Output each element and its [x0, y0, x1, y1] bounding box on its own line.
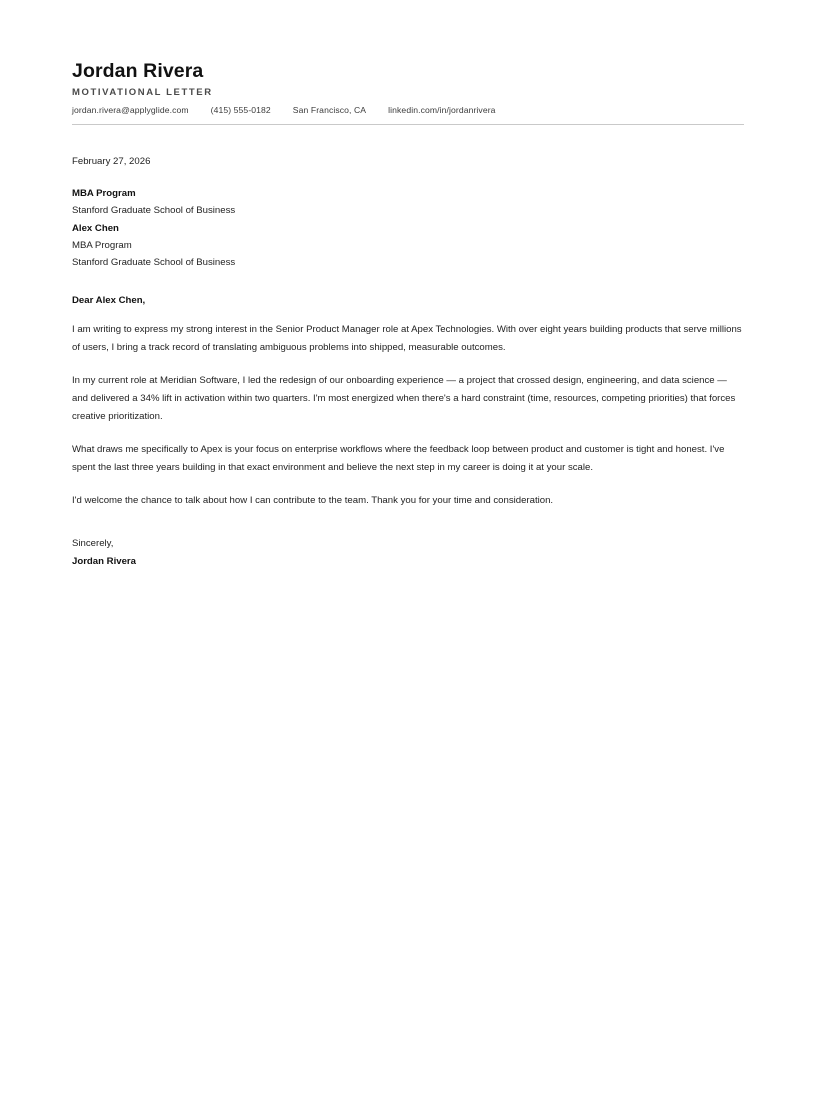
document-kind-label: MOTIVATIONAL LETTER	[72, 87, 213, 99]
contact-phone: (415) 555-0182	[210, 105, 271, 116]
recipient-org-sub-line: Stanford Graduate School of Business	[72, 205, 236, 217]
body-paragraph-2: In my current role at Meridian Software, I led the redesign of our onboarding experience — a project that crossed design, engineering, and data science — and delivered a 34% lift in activation within two quarters. I'm most energized when there's a hard constraint (time, resources, competing priorities) that forces creative prioritization.	[72, 374, 736, 422]
letter-header	[72, 60, 744, 125]
signature-block	[72, 535, 744, 571]
contact-row	[72, 105, 744, 125]
salutation: Dear Alex Chen,	[72, 294, 146, 306]
body-paragraph-1: I am writing to express my strong interest in the Senior Product Manager role at Apex Technologies. With over eight years building products that serve millions of users, I bring a track record of translating ambiguous problems into shipped, measurable outcomes.	[72, 323, 742, 353]
page-title: Jordan Rivera	[72, 60, 204, 82]
signer-name: Jordan Rivera	[72, 556, 136, 568]
body-paragraph-3: What draws me specifically to Apex is your focus on enterprise workflows where the feedback loop between product and customer is tight and honest. I've spent the last three years building in that exact environment and believe the next step in my career is doing it at your scale.	[72, 443, 725, 473]
contact-location: San Francisco, CA	[292, 105, 367, 116]
recipient-org-line: MBA Program	[72, 188, 136, 200]
contact-linkedin[interactable]: linkedin.com/in/jordanrivera	[388, 105, 496, 116]
recipient-contact-title: MBA Program	[72, 239, 132, 251]
recipient-block	[72, 185, 744, 270]
letter-date: February 27, 2026	[72, 156, 151, 168]
contact-email[interactable]: jordan.rivera@applyglide.com	[72, 105, 189, 116]
body-paragraph-4: I'd welcome the chance to talk about how I can contribute to the team. Thank you for your time and consideration.	[72, 494, 554, 506]
recipient-contact-name: Alex Chen	[72, 222, 119, 234]
closing-line: Sincerely,	[72, 537, 114, 549]
recipient-contact-org: Stanford Graduate School of Business	[72, 256, 236, 268]
